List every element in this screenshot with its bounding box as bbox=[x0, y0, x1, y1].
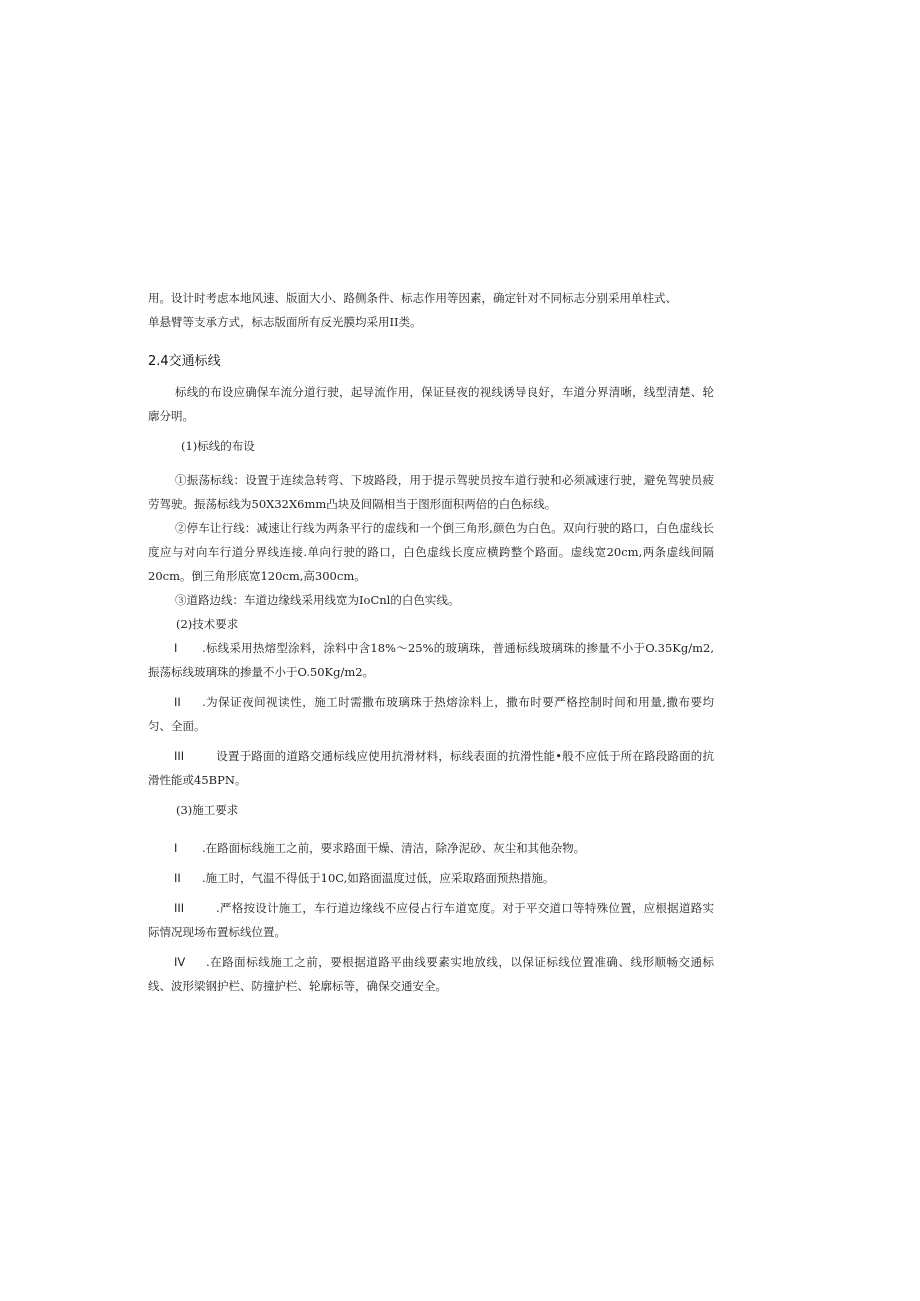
construction-item-2-text: .施工时，气温不得低于10C,如路面温度过低，应采取路面预热措施。 bbox=[202, 871, 555, 885]
tech-item-2 bbox=[148, 690, 714, 738]
roman-numeral-marker: II bbox=[174, 871, 181, 885]
layout-heading: (1)标线的布设 bbox=[181, 439, 255, 453]
tech-item-3 bbox=[148, 744, 714, 792]
roman-numeral-marker: IV bbox=[174, 955, 186, 969]
intro-line-1: 用。设计时考虑本地风速、版面大小、路侧条件、标志作用等因素，确定针对不同标志分别采用单柱式、 bbox=[148, 291, 677, 305]
tech-item-1-text: .标线采用热熔型涂料，涂料中含18%～25%的玻璃珠，普通标线玻璃珠的掺量不小于O.35Kg∕m2,振荡标线玻璃珠的掺量不小于O.50Kg∕m2。 bbox=[148, 641, 714, 679]
construction-item-3-text: .严格按设计施工，车行道边缘线不应侵占行车道宽度。对于平交道口等特殊位置，应根据道路实际情况现场布置标线位置。 bbox=[148, 901, 714, 939]
section-title: 2.4交通标线 bbox=[148, 354, 221, 369]
construction-item-2 bbox=[148, 866, 714, 890]
construction-item-4-text: .在路面标线施工之前，要根据道路平曲线要素实地放线，以保证标线位置准确、线形顺畅交通标线、波形梁钢护栏、防撞护栏、轮廓标等，确保交通安全。 bbox=[148, 955, 714, 993]
document-body bbox=[148, 286, 714, 998]
tech-item-3-text: 设置于路面的道路交通标线应使用抗滑材料，标线表面的抗滑性能•般不应低于所在路段路面的抗滑性能或45BPN。 bbox=[148, 749, 714, 787]
section-intro: 标线的布设应确保车流分道行驶，起导流作用，保证昼夜的视线诱导良好，车道分界清晰，线型清楚、轮廓分明。 bbox=[148, 385, 714, 423]
construction-item-1 bbox=[148, 836, 714, 860]
roman-numeral-marker: II bbox=[174, 695, 181, 709]
roman-numeral-marker: I bbox=[174, 641, 178, 655]
construction-item-4 bbox=[148, 950, 714, 998]
construction-item-1-text: .在路面标线施工之前，要求路面干燥、清洁，除净泥砂、灰尘和其他杂物。 bbox=[202, 841, 586, 855]
construction-heading: (3)施工要求 bbox=[176, 803, 239, 817]
roman-numeral-marker: III bbox=[174, 901, 185, 915]
roman-numeral-marker: I bbox=[174, 841, 178, 855]
tech-item-1 bbox=[148, 636, 714, 684]
roman-numeral-marker: III bbox=[174, 749, 185, 763]
construction-item-3 bbox=[148, 896, 714, 944]
intro-line-2: 单悬臂等支承方式，标志版面所有反光膜均采用II类。 bbox=[148, 315, 422, 329]
layout-item-2: ②停车让行线：减速让行线为两条平行的虚线和一个倒三角形,颜色为白色。双向行驶的路口，白色虚线长度应与对向车行道分界线连接.单向行驶的路口，白色虚线长度应横跨整个路面。虚线宽20cm,两条虚线间隔20cm。倒三角形底宽120cm,高300cm。 bbox=[148, 521, 714, 583]
tech-heading: (2)技术要求 bbox=[176, 617, 239, 631]
layout-item-1: ①振荡标线：设置于连续急转弯、下坡路段，用于提示驾驶员按车道行驶和必须减速行驶，避免驾驶员疲劳驾驶。振荡标线为50X32X6mm凸块及间隔相当于图形面积两倍的白色标线。 bbox=[148, 473, 714, 511]
layout-item-3: ③道路边线：车道边缘线采用线宽为IoCnl的白色实线。 bbox=[175, 593, 460, 607]
tech-item-2-text: .为保证夜间视读性，施工时需撒布玻璃珠于热熔涂料上，撒布时要严格控制时间和用量,撒布要均匀、全面。 bbox=[148, 695, 714, 733]
